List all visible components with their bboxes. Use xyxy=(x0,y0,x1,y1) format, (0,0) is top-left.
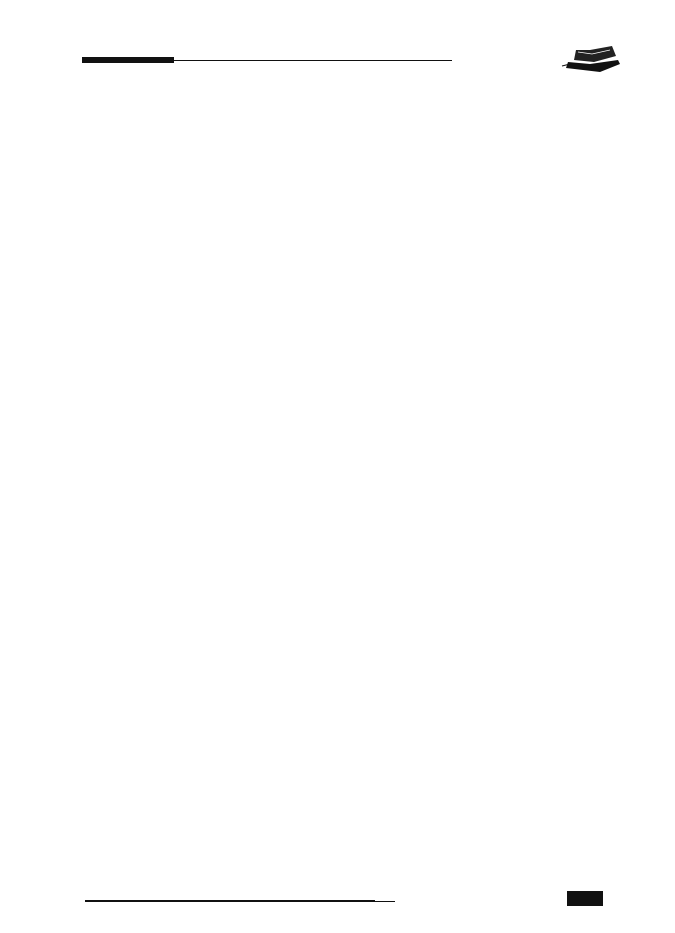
page-footer xyxy=(0,880,675,933)
footer-rule xyxy=(85,900,375,902)
header-rule-thin xyxy=(174,60,452,61)
page-number xyxy=(567,891,603,906)
header-rule-thick xyxy=(82,57,174,63)
page-header xyxy=(0,0,675,80)
books-icon xyxy=(560,42,624,74)
footer-rule-thin xyxy=(375,901,395,902)
